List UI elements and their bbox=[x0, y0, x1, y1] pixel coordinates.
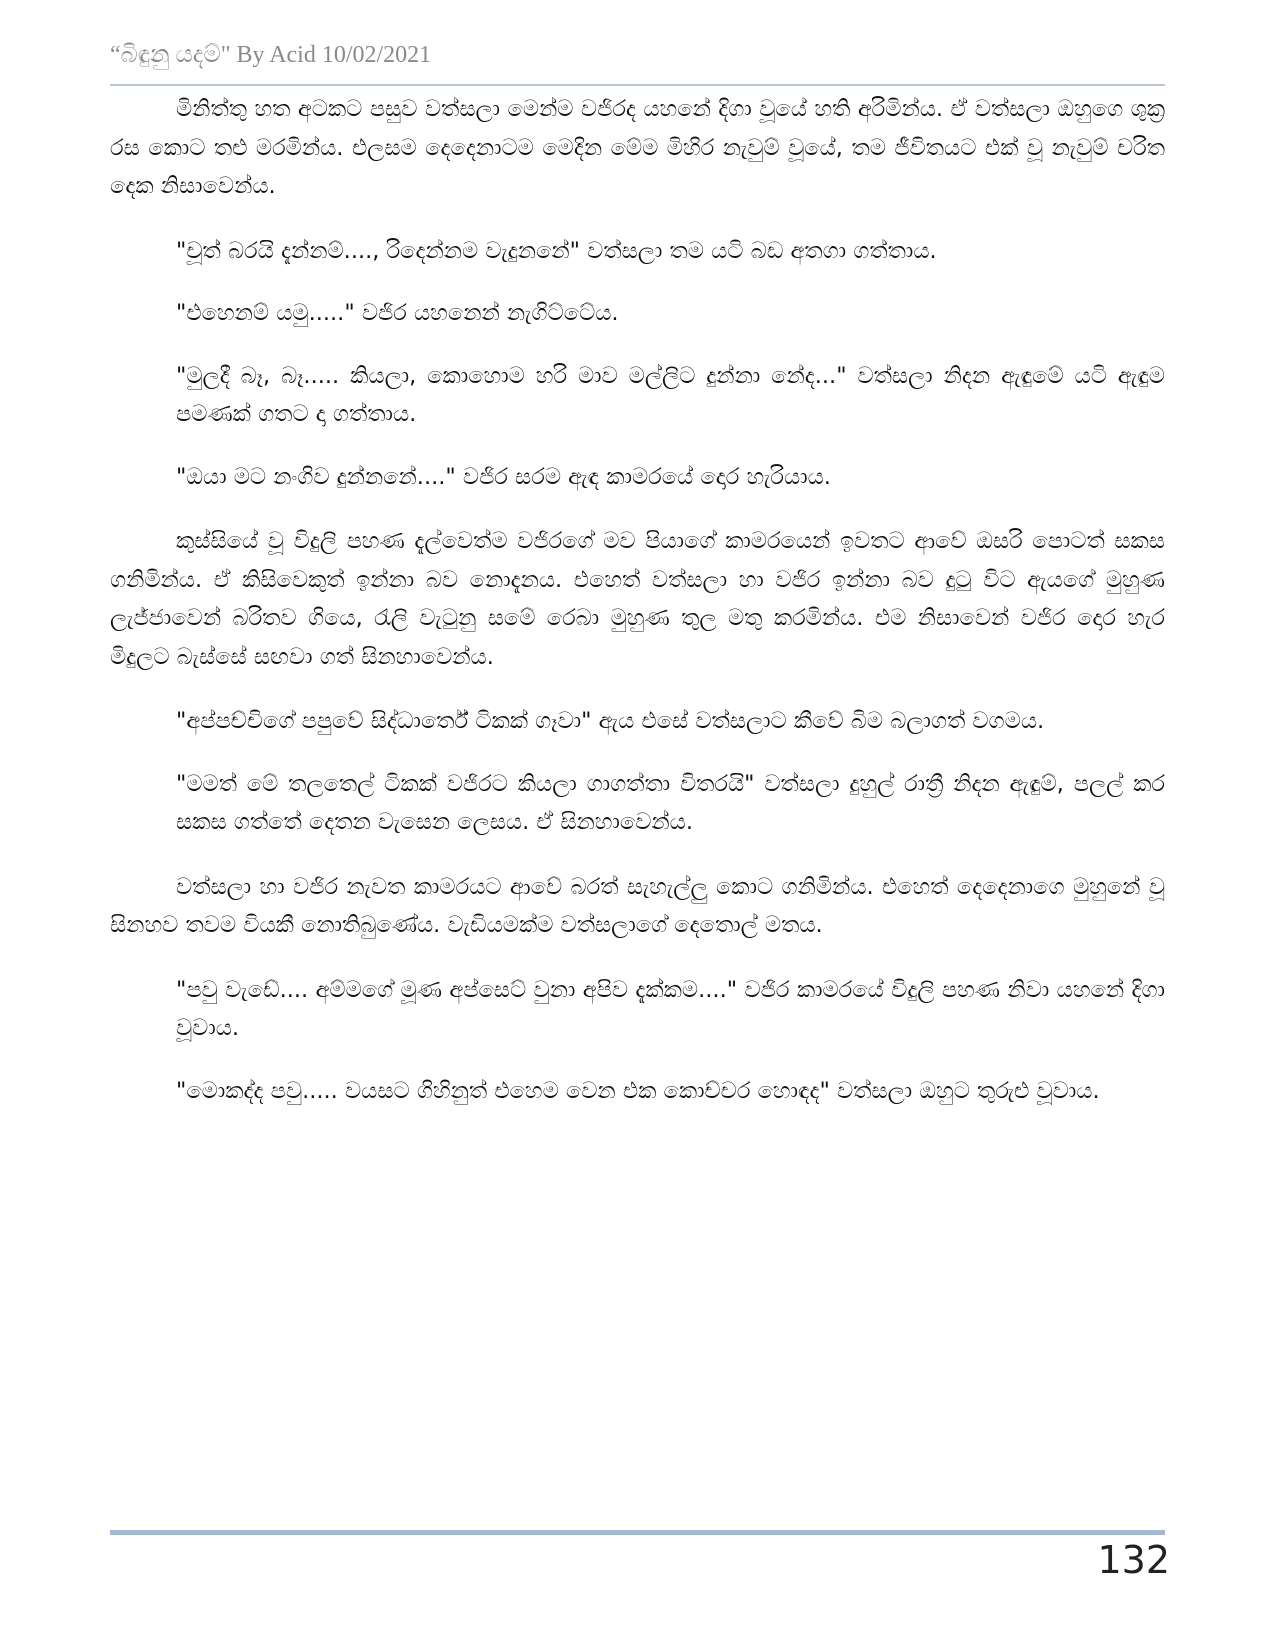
paragraph-8: "මමත් මේ තලතෙල් ටිකක් වජිරට කියලා ගාගත්තා විතරයි" වත්සලා දුහුල් රාත්‍රී නිදන ඇඳුම්, පලල් කර සකස ගත්තේ දෙතන වැසෙන ලෙසය. ඒ සිනහාවෙන්ය. bbox=[176, 770, 1165, 835]
paragraph-2: "චූත් බරයි දැන්නම්...., රිදෙන්නම වැදුනනේ" වත්සලා තම යටි බඩ අතගා ගත්තාය. bbox=[176, 237, 937, 264]
page-body bbox=[110, 90, 1165, 1110]
paragraph-4: "මුලදී බෑ, බෑ..... කියලා, කොහොම හරි මාව මල්ලිට දුන්නා නේද..." වත්සලා නිදන ඇඳුමේ යටි ඇඳුම පමණක් ගතට දා ගත්තාය. bbox=[176, 362, 1165, 427]
paragraph-1: මිනිත්තු හත අටකට පසුව වත්සලා මෙන්ම වජිරද යහනේ දිගා වූයේ හති අරිමින්ය. ඒ වත්සලා ඔහුගෙ ශුක්‍ර රස කොට තළු මරමින්ය. එලසම දෙදෙනාටම මෙදින මේම මිහිර නැවුම් වූයේ, තම ජීවිතයට එක් වූ නැවුම් චරිත දෙක නිසාවෙන්ය. bbox=[110, 96, 1165, 199]
header-divider bbox=[110, 84, 1165, 86]
paragraph-5: "ඔයා මට නංගිව දුන්නනේ...." වජිර සරම ඇඳ කාමරයේ දොර හැරියාය. bbox=[176, 463, 831, 490]
running-header: “බිඳුනු යදම්" By Acid 10/02/2021 bbox=[110, 42, 432, 68]
paragraph-3: "එහෙනම් යමු....." වජිර යහනෙන් නැගිට්ටේය. bbox=[176, 300, 619, 326]
footer-divider bbox=[110, 1530, 1165, 1535]
paragraph-6: කුස්සියේ වූ විදුලි පහණ දැල්වෙත්ම වජිරගේ මව පියාගේ කාමරයෙන් ඉවතට ආවේ ඔසරි පොටත් සකස ගනිමින්ය. ඒ කිසිවෙකුත් ඉන්නා බව නොදැනය. එහෙත් වත්සලා හා වජිර ඉන්නා බව දුටු විට ඇයගේ මුහුණ ලැජ්ජාවෙන් බරිතව ගියෙ, රැලි වැටුනු සමේ රෙබා මුහුණ තුල මතු කරමින්ය. එම නිසාවෙන් වජිර දොර හැර මිදුලට බැස්සේ සඟවා ගත් සිනහාවෙන්ය. bbox=[110, 528, 1165, 670]
page-number: 132 bbox=[1097, 1538, 1170, 1582]
paragraph-10: "පවු වැඩේ.... අම්මගේ මූණ අප්සෙට් වුනා අපිව දැක්කම...." වජිර කාමරයේ විදුලි පහණ නිවා යහනේ දිගා වූවාය. bbox=[176, 976, 1165, 1041]
paragraph-11: "මොකද්ද පවු..... වයසට ගිහිනුත් එහෙම වෙන එක කොච්චර හොඳද" වත්සලා ඔහුට තුරුළු වූවාය. bbox=[176, 1077, 1100, 1104]
paragraph-7: "අප්පච්චිගේ පපුවේ සිද්ධාර්තේ ටිකක් ගෑවා" ඇය එසේ වත්සලාට කීවේ බිම බලාගත් වගමය. bbox=[176, 708, 1045, 734]
paragraph-9: වත්සලා හා වජිර නැවත කාමරයට ආවේ බරත් සැහැල්ලු කොට ගනිමින්ය. එහෙත් දෙදෙනාගෙ මුහුනේ වූ සිනහව තවම වියකී නොතිබුණේය. වැඩියමක්ම වත්සලාගේ දෙතොල් මතය. bbox=[110, 873, 1165, 938]
